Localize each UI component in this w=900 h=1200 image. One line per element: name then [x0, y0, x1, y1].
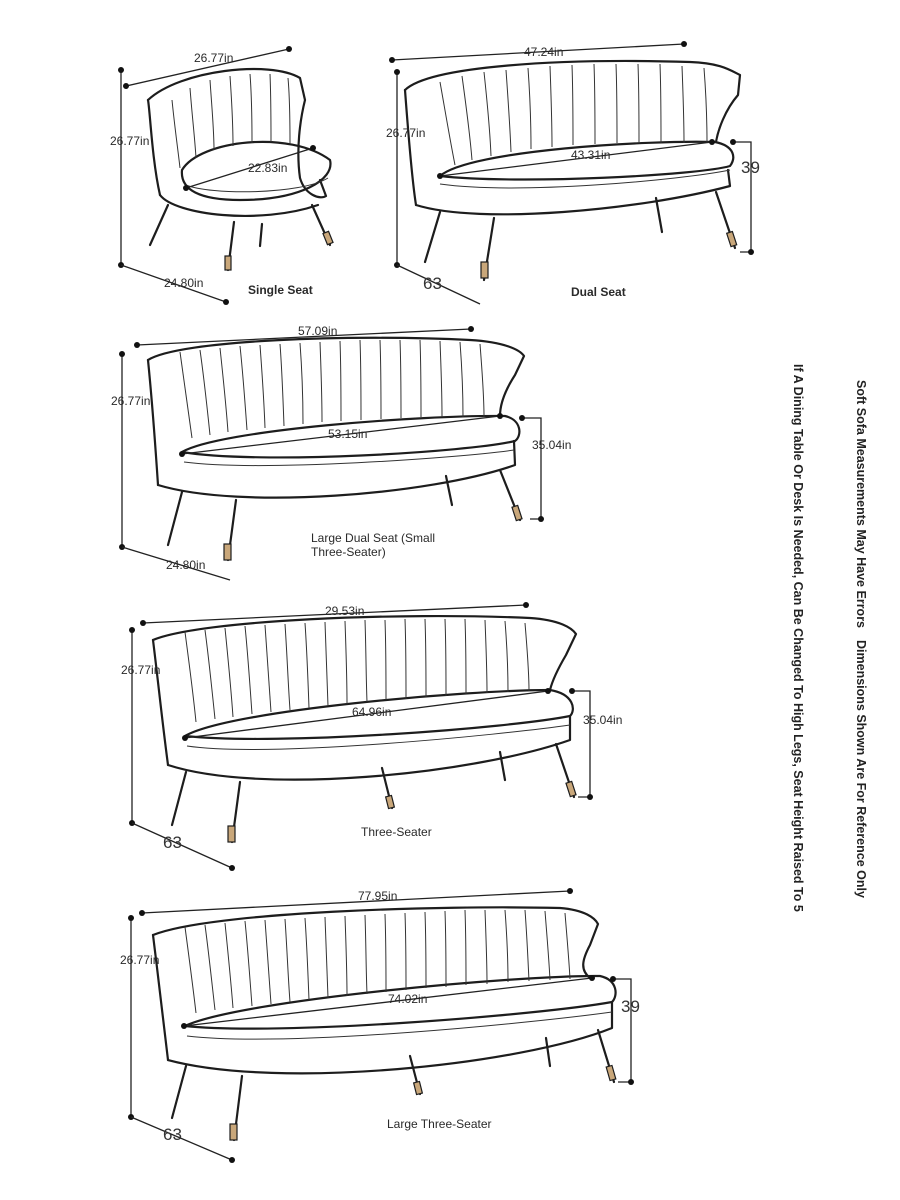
single-seat-height-label: 26.77in: [110, 134, 150, 148]
single-seat-chair-drawing: [148, 69, 333, 270]
large-three-seater-width-dimension: [139, 888, 573, 916]
three-seater-figure: [121, 602, 622, 871]
note-high-legs: If A Dining Table Or Desk Is Needed, Can Be Changed To High Legs, Seat Height Raised To 5: [791, 364, 805, 912]
large-dual-seat-width-label: 57.09in: [298, 324, 338, 338]
dual-seat-seat-width-label: 43.31in: [571, 148, 611, 162]
large-dual-seat-depth-label: 24.80in: [166, 558, 206, 572]
dual-seat-title: Dual Seat: [571, 285, 626, 299]
single-seat-depth-label: 24.80in: [164, 276, 204, 290]
large-dual-seat-sofa-drawing: [148, 338, 524, 560]
large-three-seater-seat-height-label: 39: [621, 997, 640, 1016]
three-seater-depth-label: 63: [163, 833, 182, 852]
large-three-seater-width-label: 77.95in: [358, 889, 398, 903]
large-dual-seat-height-label: 26.77in: [111, 394, 151, 408]
large-dual-seat-height-dimension: [119, 351, 125, 550]
large-three-seater-channel-lines: [185, 910, 570, 1013]
three-seater-sofa-drawing: [153, 616, 576, 842]
large-three-seater-seat-width-label: 74.02in: [388, 992, 428, 1006]
large-three-seater-title: Large Three-Seater: [387, 1117, 492, 1131]
large-three-seater-depth-dimension: [131, 1117, 235, 1163]
three-seater-height-label: 26.77in: [121, 663, 161, 677]
single-seat-seat-width-label: 22.83in: [248, 161, 288, 175]
three-seater-depth-dimension: [132, 823, 235, 871]
dual-seat-figure: [386, 41, 760, 304]
single-seat-title: Single Seat: [248, 283, 313, 297]
large-three-seater-sofa-drawing: [153, 907, 616, 1140]
three-seater-width-label: 29.53in: [325, 604, 365, 618]
three-seater-title: Three-Seater: [361, 825, 432, 839]
large-dual-seat-seat-width-label: 53.15in: [328, 427, 368, 441]
large-dual-seat-title-line1: Large Dual Seat (Small: [311, 531, 436, 545]
note-reference-only: Dimensions Shown Are For Reference Only: [854, 640, 868, 898]
large-three-seater-height-dimension: [128, 915, 134, 1120]
dual-seat-height-dimension: [394, 69, 400, 268]
large-three-seater-figure: [120, 888, 640, 1163]
large-three-seater-depth-label: 63: [163, 1125, 182, 1144]
large-three-seater-height-label: 26.77in: [120, 953, 160, 967]
dual-seat-height-label: 26.77in: [386, 126, 426, 140]
three-seater-seat-width-label: 64.96in: [352, 705, 392, 719]
large-dual-seat-seat-height-label: 35.04in: [532, 438, 572, 452]
large-dual-seat-seat-height-dimension: [519, 415, 544, 522]
three-seater-height-dimension: [129, 627, 135, 826]
dual-seat-seat-height-label: 39: [741, 158, 760, 177]
dual-seat-width-label: 47.24in: [524, 45, 564, 59]
single-seat-width-label: 26.77in: [194, 51, 234, 65]
single-seat-figure: [110, 46, 333, 305]
large-three-seater-seat-height-dimension: [610, 976, 634, 1085]
large-dual-seat-figure: [111, 324, 571, 580]
note-measurement-errors: Soft Sofa Measurements May Have Errors: [854, 380, 868, 629]
large-dual-seat-title-line2: Three-Seater): [311, 545, 386, 559]
three-seater-seat-height-label: 35.04in: [583, 713, 623, 727]
single-seat-height-dimension: [118, 67, 124, 268]
dual-seat-sofa-drawing: [405, 61, 740, 280]
dual-seat-depth-label: 63: [423, 274, 442, 293]
